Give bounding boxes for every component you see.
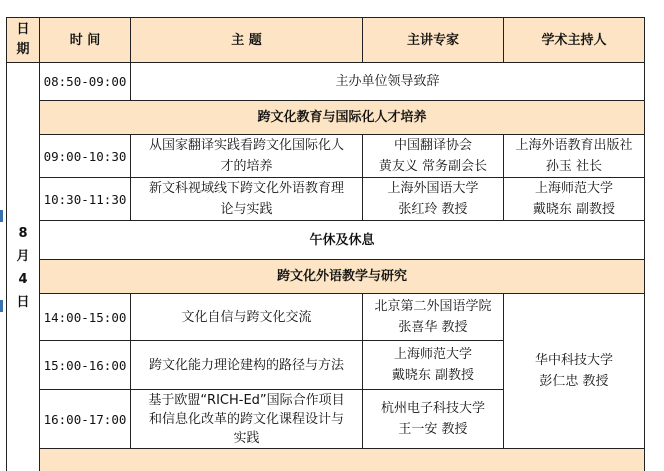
time-cell: 16:00-17:00: [40, 390, 131, 449]
header-time: 时 间: [40, 18, 131, 63]
time-cell: 15:00-16:00: [40, 341, 131, 390]
table-row: [7, 294, 645, 341]
host-org: 华中科技大学: [534, 353, 613, 368]
topic-line: 实践: [233, 430, 260, 446]
topic-line: 从国家翻译实践看跨文化国际化人: [148, 138, 344, 153]
header-date-char: 日: [16, 22, 30, 37]
session-band: [7, 260, 645, 294]
topic-line: 和信息化改革的跨文化课程设计与: [148, 411, 344, 427]
session1-title: 跨文化教育与国际化人才培养: [40, 101, 645, 135]
topic-line: 基于欧盟“RICH-Ed”国际合作项目: [148, 392, 345, 408]
topic-line: 论与实践: [220, 202, 273, 217]
session-band-partial: [7, 449, 645, 471]
speaker-cell: [363, 178, 504, 221]
opening-topic: 主办单位领导致辞: [131, 63, 645, 101]
lunch-break: 午休及休息: [40, 221, 645, 260]
speaker-org: 杭州电子科技大学: [380, 401, 485, 416]
date-cell: [7, 63, 40, 471]
session2-title: 跨文化外语教学与研究: [40, 260, 645, 294]
date-char: 月: [16, 249, 30, 264]
time-cell: 10:30-11:30: [40, 178, 131, 221]
topic-cell: [131, 178, 363, 221]
host-name: 戴晓东 副教授: [532, 202, 616, 217]
date-char: 日: [16, 295, 30, 310]
next-session-band: [40, 449, 645, 471]
host-cell: [504, 294, 645, 449]
table-row: [7, 135, 645, 178]
topic-cell: [131, 135, 363, 178]
topic-line: 才的培养: [220, 159, 273, 174]
header-host: 学术主持人: [504, 18, 645, 63]
topic-cell: [131, 294, 363, 341]
host-name: 彭仁忠 教授: [539, 374, 609, 389]
speaker-org: 中国翻译协会: [393, 138, 472, 153]
time-cell: 09:00-10:30: [40, 135, 131, 178]
host-cell: [504, 178, 645, 221]
date-char: 8: [18, 226, 28, 241]
speaker-cell: [363, 294, 504, 341]
table-row-opening: [7, 63, 645, 101]
header-date-char: 期: [16, 42, 30, 57]
speaker-name: 黄友义 常务副会长: [378, 159, 488, 174]
topic-line: 跨文化能力理论建构的路径与方法: [148, 357, 344, 373]
speaker-name: 王一安 教授: [398, 422, 468, 437]
speaker-org: 上海师范大学: [393, 347, 472, 362]
header-speaker: 主讲专家: [363, 18, 504, 63]
speaker-org: 上海外国语大学: [387, 181, 479, 196]
time-cell: 08:50-09:00: [40, 63, 131, 101]
host-org: 上海师范大学: [534, 181, 613, 196]
speaker-cell: [363, 135, 504, 178]
date-char: 4: [18, 272, 28, 287]
header-date-label: [9, 20, 37, 60]
topic-line: 新文科视域线下跨文化外语教育理: [148, 181, 344, 196]
edge-marker: [0, 210, 3, 222]
header-date: [7, 18, 40, 63]
topic-cell: [131, 341, 363, 390]
speaker-name: 张红玲 教授: [398, 202, 468, 217]
header-row: [7, 18, 645, 63]
speaker-org: 北京第二外国语学院: [374, 299, 492, 314]
topic-cell: [131, 390, 363, 449]
table-row-lunch: [7, 221, 645, 260]
edge-marker: [0, 300, 3, 312]
topic-line: 文化自信与跨文化交流: [181, 309, 312, 325]
host-org: 上海外语教育出版社: [515, 138, 633, 153]
schedule-table: [6, 17, 645, 471]
speaker-name: 戴晓东 副教授: [391, 368, 475, 383]
session-band: [7, 101, 645, 135]
speaker-cell: [363, 341, 504, 390]
speaker-name: 张喜华 教授: [398, 320, 468, 335]
host-name: 孙玉 社长: [545, 159, 603, 174]
table-row: [7, 178, 645, 221]
speaker-cell: [363, 390, 504, 449]
host-cell: [504, 135, 645, 178]
header-topic: 主 题: [131, 18, 363, 63]
time-cell: 14:00-15:00: [40, 294, 131, 341]
